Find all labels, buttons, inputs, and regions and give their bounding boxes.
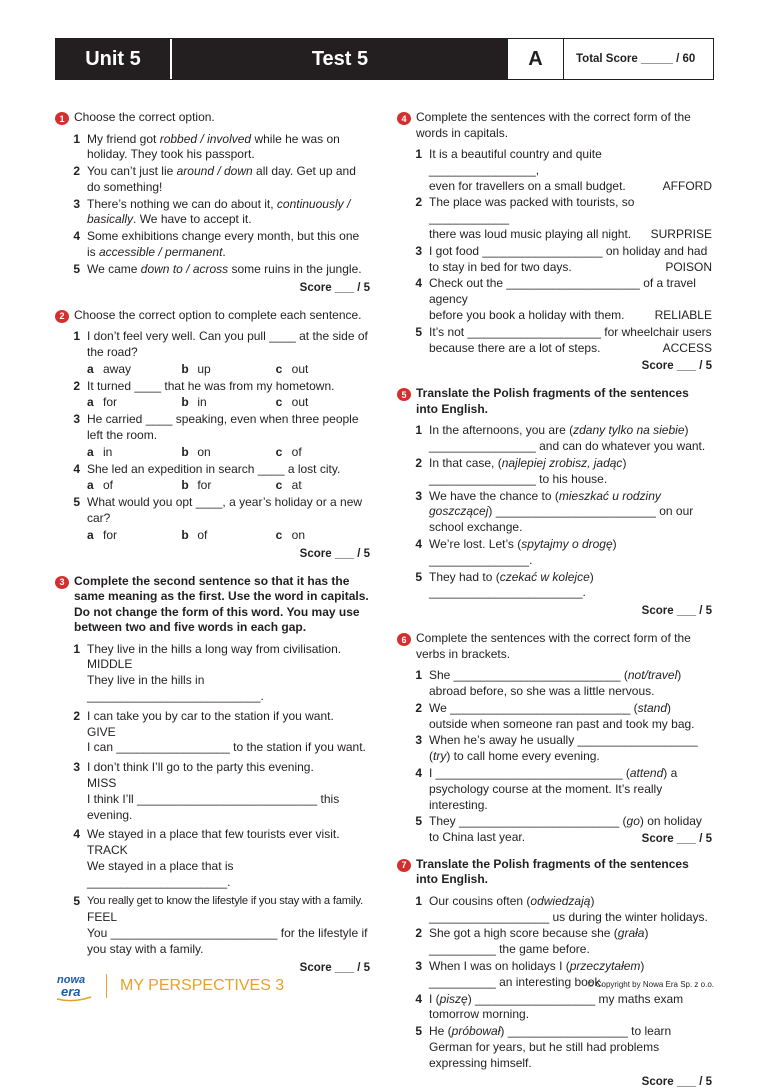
list-item bbox=[397, 766, 712, 813]
exercise-items bbox=[397, 423, 712, 601]
list-item bbox=[55, 164, 370, 196]
item-number: 5 bbox=[415, 814, 422, 829]
list-item bbox=[397, 894, 712, 926]
exercise-instruction: Complete the sentences with the correct form of the words in capitals. bbox=[416, 110, 691, 140]
exercise-instruction: Complete the second sentence so that it has the same meaning as the first. Use the word in capitals. Do not change the form of this word. You may use between two and five words in each gap. bbox=[74, 573, 369, 635]
item-text: Some exhibitions change every month, but this one is accessible / permanent. bbox=[87, 229, 360, 260]
exercise-3 bbox=[55, 574, 370, 974]
item-number: 3 bbox=[73, 196, 80, 211]
exercise-number-badge: 1 bbox=[55, 112, 69, 125]
list-item bbox=[397, 1024, 712, 1071]
list-item bbox=[55, 894, 370, 957]
key-word: MIDDLE bbox=[87, 657, 133, 672]
item-text: Check out the ____________________ of a travel agency before you book a holiday with them. RELIABLE bbox=[429, 276, 712, 322]
exercise-score: Score ___ / 5 bbox=[299, 961, 370, 974]
item-text: Our cousins often (odwiedzają) __________________ us during the winter holidays. bbox=[429, 893, 708, 924]
exercise-4 bbox=[397, 110, 712, 372]
series-title: MY PERSPECTIVES 3 bbox=[120, 977, 285, 994]
item-text: I don’t think I’ll go to the party this evening. MISS I think I’ll ___________________________ this evening. bbox=[87, 760, 370, 823]
item-number: 5 bbox=[415, 1024, 422, 1039]
answer-options bbox=[55, 445, 370, 461]
nowa-era-logo bbox=[55, 972, 95, 1000]
list-item bbox=[55, 197, 370, 229]
list-item bbox=[55, 412, 370, 444]
item-text: They ________________________ (go) on holiday to China last year. bbox=[429, 814, 702, 845]
list-item bbox=[397, 570, 712, 602]
key-word: ACCESS bbox=[662, 340, 712, 355]
item-text: He carried ____ speaking, even when three people left the room. bbox=[87, 412, 359, 442]
list-item bbox=[55, 329, 370, 361]
option-b: b of bbox=[181, 527, 208, 542]
item-number: 3 bbox=[73, 760, 80, 775]
answer-options bbox=[55, 395, 370, 411]
exercise-number-badge: 6 bbox=[397, 633, 411, 646]
exercise-instruction: Choose the correct option. bbox=[74, 110, 215, 124]
exercise-score: Score ___ / 5 bbox=[641, 832, 712, 845]
exercise-7 bbox=[397, 857, 712, 1088]
item-number: 4 bbox=[415, 765, 422, 780]
total-score: Total Score _____ / 60 bbox=[576, 53, 696, 65]
item-number: 4 bbox=[415, 991, 422, 1006]
exercise-items bbox=[397, 668, 712, 846]
item-number: 4 bbox=[73, 229, 80, 244]
exercise-instruction: Translate the Polish fragments of the sentences into English. bbox=[416, 386, 689, 416]
item-number: 1 bbox=[73, 641, 80, 656]
list-item bbox=[397, 992, 712, 1024]
list-item bbox=[397, 147, 712, 194]
list-item bbox=[55, 462, 370, 478]
item-number: 2 bbox=[415, 926, 422, 941]
item-text: They live in the hills a long way from civilisation. MIDDLE They live in the hills in __________________________. bbox=[87, 642, 370, 705]
item-number: 3 bbox=[415, 243, 422, 258]
exercise-6 bbox=[397, 631, 712, 845]
exercise-header bbox=[55, 110, 370, 126]
exercise-number-badge: 5 bbox=[397, 388, 411, 401]
option-c: c at bbox=[275, 478, 302, 493]
item-text: It turned ____ that he was from my hometown. bbox=[87, 378, 335, 393]
item-number: 5 bbox=[415, 324, 422, 339]
item-text: When I was on holidays I (przeczytałem) __________ an interesting book. bbox=[429, 959, 645, 989]
option-c: c on bbox=[275, 527, 306, 542]
item-number: 5 bbox=[415, 569, 422, 584]
exercise-2 bbox=[55, 308, 370, 560]
item-text: I ____________________________ (attend) a psychology course at the moment. It’s really interesting. bbox=[429, 765, 678, 812]
option-c: c out bbox=[275, 395, 309, 410]
key-word: AFFORD bbox=[662, 178, 712, 193]
item-number: 5 bbox=[73, 261, 80, 276]
item-text: We have the chance to (mieszkać u rodziny goszczącej) ________________________ on our school exchange. bbox=[429, 488, 694, 535]
test-header bbox=[55, 38, 714, 80]
list-item bbox=[55, 827, 370, 890]
item-number: 2 bbox=[415, 700, 422, 715]
option-c: c of bbox=[275, 444, 302, 459]
item-text: There’s nothing we can do about it, continuously / basically. We have to accept it. bbox=[87, 196, 351, 227]
key-word: RELIABLE bbox=[654, 307, 712, 322]
unit-label: Unit 5 bbox=[56, 39, 172, 79]
svg-text:nowa: nowa bbox=[57, 974, 86, 986]
item-text: I (piszę) __________________ my maths exam tomorrow morning. bbox=[429, 991, 684, 1022]
exercise-score: Score ___ / 5 bbox=[641, 360, 712, 373]
list-item bbox=[55, 379, 370, 395]
exercise-number-badge: 7 bbox=[397, 859, 411, 872]
key-word: POISON bbox=[665, 259, 712, 274]
list-item bbox=[55, 495, 370, 527]
answer-options bbox=[55, 478, 370, 494]
item-number: 2 bbox=[415, 455, 422, 470]
item-number: 3 bbox=[73, 412, 80, 427]
exercise-instruction: Complete the sentences with the correct form of the verbs in brackets. bbox=[416, 631, 691, 661]
option-b: b up bbox=[181, 361, 211, 376]
item-number: 1 bbox=[73, 329, 80, 344]
item-number: 3 bbox=[415, 959, 422, 974]
exercise-score: Score ___ / 5 bbox=[299, 547, 370, 560]
exercise-number-badge: 2 bbox=[55, 310, 69, 323]
option-b: b for bbox=[181, 478, 212, 493]
option-c: c out bbox=[275, 361, 309, 376]
item-text: My friend got robbed / involved while he was on holiday. They took his passport. bbox=[87, 131, 340, 162]
exercise-score: Score ___ / 5 bbox=[641, 605, 712, 618]
exercise-number-badge: 3 bbox=[55, 576, 69, 589]
item-number: 3 bbox=[415, 488, 422, 503]
item-number: 4 bbox=[415, 276, 422, 291]
option-a: a in bbox=[87, 444, 113, 459]
list-item bbox=[397, 456, 712, 488]
item-text: What would you opt ____, a year’s holiday or a new car? bbox=[87, 495, 363, 525]
item-text: They had to (czekać w kolejce) _______________________. bbox=[429, 569, 594, 600]
option-a: a for bbox=[87, 527, 118, 542]
list-item bbox=[397, 276, 712, 323]
exercise-items bbox=[55, 642, 370, 958]
exercise-items bbox=[55, 132, 370, 278]
item-number: 3 bbox=[415, 733, 422, 748]
item-text: I can take you by car to the station if you want. GIVE I can _________________ to the station if you want. bbox=[87, 709, 370, 756]
item-number: 2 bbox=[73, 378, 80, 393]
list-item bbox=[397, 926, 712, 958]
exercise-header bbox=[397, 110, 712, 141]
exercise-score: Score ___ / 5 bbox=[641, 1075, 712, 1088]
item-number: 1 bbox=[415, 668, 422, 683]
item-text: The place was packed with tourists, so ____________ there was loud music playing all night. SURPRISE bbox=[429, 195, 712, 241]
item-number: 4 bbox=[73, 827, 80, 842]
item-number: 1 bbox=[415, 147, 422, 161]
list-item bbox=[397, 489, 712, 536]
item-text: You really get to know the lifestyle if you stay with a family. FEEL You _________________________ for the lifestyle if you stay with a family. bbox=[87, 894, 370, 957]
exercise-header bbox=[397, 386, 712, 417]
item-text: I don’t feel very well. Can you pull ____ at the side of the road? bbox=[87, 329, 368, 359]
item-text: You can’t just lie around / down all day. Get up and do something! bbox=[87, 164, 356, 194]
item-text: She got a high score because she (grała) __________ the game before. bbox=[429, 926, 649, 957]
item-text: She _________________________ (not/travel) abroad before, so she was a little nervous. bbox=[429, 668, 682, 698]
key-word: MISS bbox=[87, 775, 117, 790]
answer-options bbox=[55, 528, 370, 544]
copyright-notice: © Copyright by Nowa Era Sp. z o.o. bbox=[587, 980, 714, 989]
item-text: When he’s away he usually __________________ (try) to call home every evening. bbox=[429, 733, 698, 764]
list-item bbox=[55, 709, 370, 756]
exercise-items bbox=[55, 329, 370, 543]
item-text: She led an expedition in search ____ a lost city. bbox=[87, 461, 341, 476]
exercise-number-badge: 4 bbox=[397, 112, 411, 125]
exercise-5 bbox=[397, 386, 712, 617]
list-item bbox=[55, 760, 370, 823]
list-item bbox=[55, 229, 370, 261]
item-text: We ___________________________ (stand) outside when someone ran past and took my bag. bbox=[429, 700, 695, 731]
exercise-score: Score ___ / 5 bbox=[299, 281, 370, 294]
list-item bbox=[397, 195, 712, 242]
test-label: Test 5 bbox=[172, 39, 508, 79]
exercise-header bbox=[397, 857, 712, 888]
item-text: It’s not ____________________ for wheelchair users because there are a lot of steps. ACCESS bbox=[429, 324, 712, 355]
option-b: b in bbox=[181, 395, 207, 410]
list-item bbox=[397, 701, 712, 733]
item-text: We’re lost. Let’s (spytajmy o drogę) _______________. bbox=[429, 536, 617, 567]
item-number: 5 bbox=[73, 495, 80, 510]
option-a: a for bbox=[87, 395, 118, 410]
item-text: We came down to / across some ruins in the jungle. bbox=[87, 261, 362, 276]
list-item bbox=[397, 733, 712, 765]
key-word: GIVE bbox=[87, 724, 116, 739]
item-number: 5 bbox=[73, 894, 80, 909]
exercise-header bbox=[55, 574, 370, 636]
key-word: TRACK bbox=[87, 843, 128, 858]
item-number: 4 bbox=[73, 461, 80, 476]
svg-text:era: era bbox=[61, 984, 81, 999]
item-number: 1 bbox=[415, 423, 422, 438]
exercise-1 bbox=[55, 110, 370, 294]
exercise-header bbox=[397, 631, 712, 662]
list-item bbox=[397, 537, 712, 569]
item-text: He (próbował) __________________ to learn German for years, but he still had problems expressing himself. bbox=[429, 1024, 672, 1070]
list-item bbox=[397, 423, 712, 455]
list-item bbox=[397, 668, 712, 700]
item-text: It is a beautiful country and quite ________________, even for travellers on a small budget. AFFORD bbox=[429, 147, 712, 193]
exercise-instruction: Choose the correct option to complete each sentence. bbox=[74, 307, 362, 322]
option-b: b on bbox=[181, 444, 211, 459]
right-column bbox=[397, 110, 712, 1088]
footer-divider bbox=[106, 974, 107, 998]
item-text: We stayed in a place that few tourists ever visit. TRACK We stayed in a place that is _____________________. bbox=[87, 827, 370, 890]
list-item bbox=[397, 244, 712, 276]
answer-options bbox=[55, 362, 370, 378]
item-number: 2 bbox=[73, 708, 80, 723]
item-number: 2 bbox=[73, 164, 80, 179]
version-label: A bbox=[508, 39, 564, 79]
item-number: 1 bbox=[73, 131, 80, 146]
option-a: a of bbox=[87, 478, 114, 493]
item-text: In the afternoons, you are (zdany tylko na siebie) ________________ and can do whatever you want. bbox=[429, 423, 706, 454]
exercise-items bbox=[397, 147, 712, 356]
key-word: SURPRISE bbox=[650, 226, 712, 241]
key-word: FEEL bbox=[87, 910, 118, 925]
list-item bbox=[55, 132, 370, 164]
item-text: In that case, (najlepiej zrobisz, jadąc) ________________ to his house. bbox=[429, 455, 627, 486]
list-item bbox=[397, 325, 712, 357]
item-number: 4 bbox=[415, 536, 422, 551]
item-text: I got food __________________ on holiday and had to stay in bed for two days. POISON bbox=[429, 243, 712, 274]
list-item bbox=[55, 642, 370, 705]
item-number: 2 bbox=[415, 195, 422, 210]
exercise-instruction: Translate the Polish fragments of the sentences into English. bbox=[416, 856, 689, 887]
left-column bbox=[55, 110, 370, 974]
item-number: 1 bbox=[415, 893, 422, 908]
exercise-header bbox=[55, 308, 370, 324]
list-item bbox=[55, 262, 370, 278]
option-a: a away bbox=[87, 361, 132, 376]
